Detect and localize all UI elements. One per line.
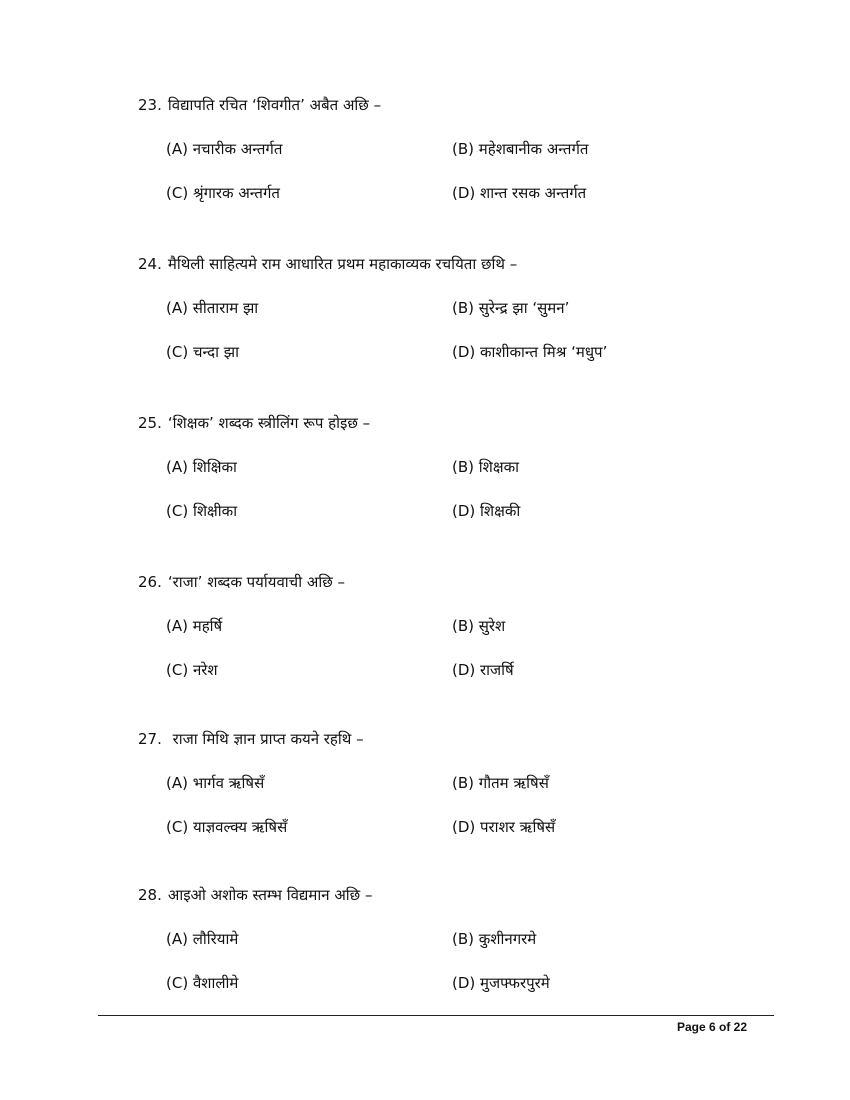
option-b: (B) सुरेश	[452, 617, 506, 635]
option-a: (A) भार्गव ऋषिसँ	[166, 774, 265, 792]
option-c: (C) चन्दा झा	[166, 343, 239, 361]
option-c: (C) याज्ञवल्क्य ऋषिसँ	[166, 818, 288, 836]
question-text: विद्यापति रचित ‘शिवगीत’ अबैत अछि –	[167, 96, 382, 114]
question-25	[138, 413, 370, 433]
option-c: (C) वैशालीमे	[166, 974, 239, 992]
option-d: (D) पराशर ऋषिसँ	[452, 818, 556, 836]
question-number: 23.	[138, 96, 162, 114]
option-d: (D) राजर्षि	[452, 661, 514, 679]
question-text: आइओ अशोक स्तम्भ विद्यमान अछि –	[167, 886, 373, 904]
option-d: (D) शिक्षकी	[452, 502, 521, 520]
option-a: (A) लौरियामे	[166, 930, 239, 948]
question-text: ‘शिक्षक’ शब्दक स्त्रीलिंग रूप होइछ –	[167, 414, 371, 432]
question-number: 25.	[138, 414, 162, 432]
option-b: (B) गौतम ऋषिसँ	[452, 774, 549, 792]
question-text: राजा मिथि ज्ञान प्राप्त कयने रहथि –	[167, 730, 364, 748]
option-c: (C) श्रृंगारक अन्तर्गत	[166, 184, 280, 202]
question-28	[138, 885, 372, 905]
option-a: (A) शिक्षिका	[166, 458, 237, 476]
option-c: (C) शिक्षीका	[166, 502, 238, 520]
question-text: मैथिली साहित्यमे राम आधारित प्रथम महाकाव्यक रचयिता छथि –	[167, 255, 518, 273]
page-number: Page 6 of 22	[676, 1020, 747, 1034]
footer-divider	[98, 1015, 774, 1016]
option-b: (B) सुरेन्द्र झा ‘सुमन’	[452, 299, 570, 317]
question-number: 27.	[138, 730, 162, 748]
option-b: (B) महेशबानीक अन्तर्गत	[452, 140, 589, 158]
option-a: (A) नचारीक अन्तर्गत	[166, 140, 283, 158]
question-number: 26.	[138, 573, 162, 591]
option-d: (D) काशीकान्त मिश्र ‘मधुप’	[452, 343, 608, 361]
question-number: 24.	[138, 255, 162, 273]
question-24	[138, 254, 517, 274]
option-b: (B) कुशीनगरमे	[452, 930, 537, 948]
question-23	[138, 95, 381, 115]
question-number: 28.	[138, 886, 162, 904]
question-27	[138, 729, 364, 749]
question-text: ‘राजा’ शब्दक पर्यायवाची अछि –	[167, 573, 345, 591]
question-26	[138, 572, 345, 592]
option-b: (B) शिक्षका	[452, 458, 520, 476]
option-a: (A) सीताराम झा	[166, 299, 259, 317]
option-d: (D) मुजफ्फरपुरमे	[452, 974, 550, 992]
option-a: (A) महर्षि	[166, 617, 223, 635]
option-c: (C) नरेश	[166, 661, 218, 679]
option-d: (D) शान्त रसक अन्तर्गत	[452, 184, 587, 202]
